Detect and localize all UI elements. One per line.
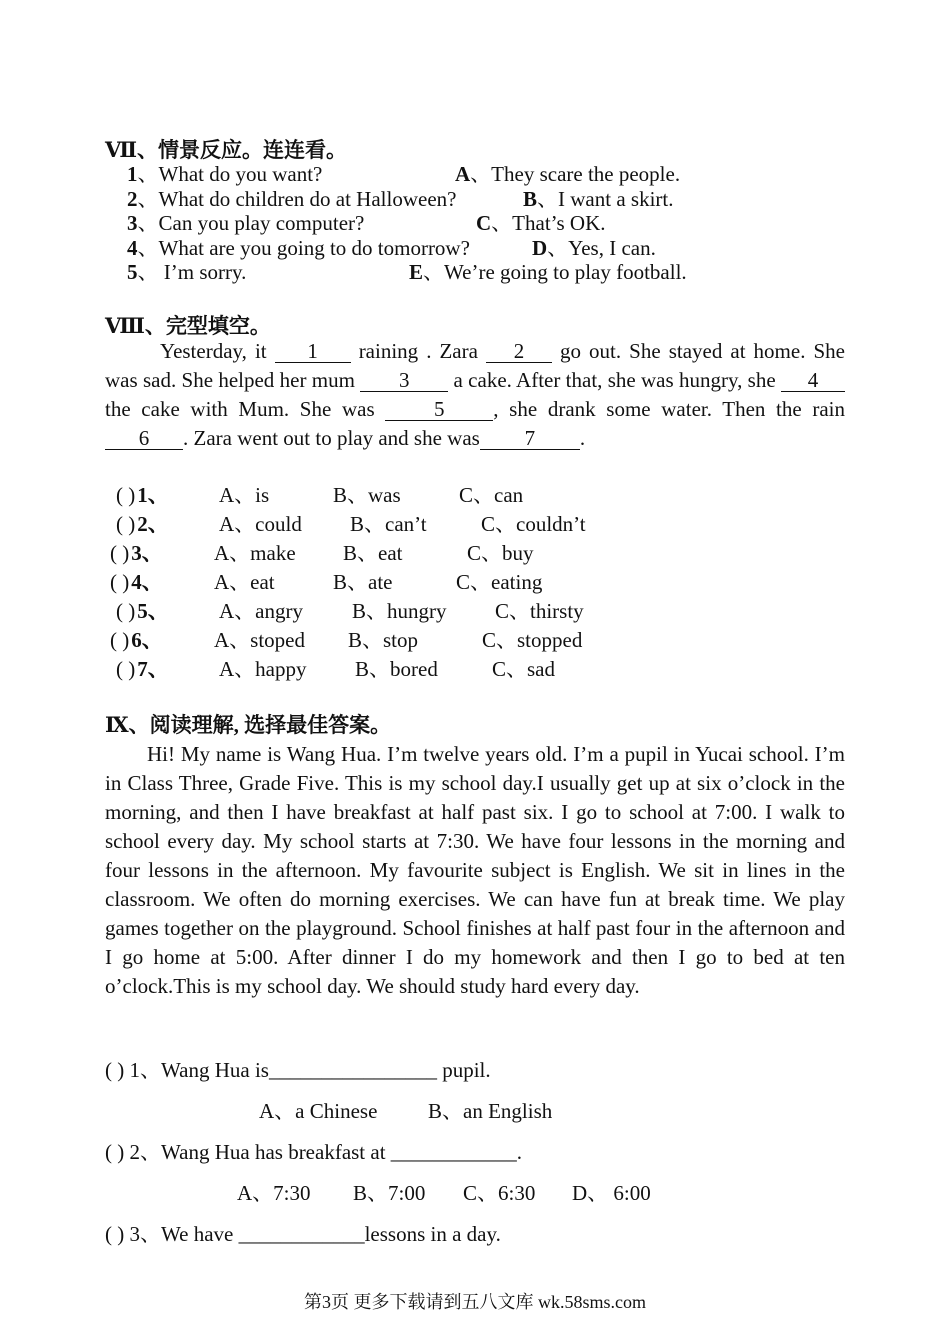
reading-passage: Hi! My name is Wang Hua. I’m twelve years old. I’m a pupil in Yucai school. I’m in Class Three, Grade Five. This is my school day.I usually get up at six o’clock in the morning, and then I have breakfast at half past six. I go to school at 7:00. I walk to school every day. My school starts at 7:30. We have four lessons in the morning and four lessons in the afternoon. My favourite subject is English. We sit in lines in the classroom. We often do morning exercises. We can have fun at break time. We play games together on the playground. School finishes at half past four in the afternoon and I go home at 5:00. After dinner I do my homework and then I go to bed at ten o’clock.This is my school day. We should study hard every day. <box>105 742 845 998</box>
reading-question-1: ( ) 1、Wang Hua is________________ pupil. <box>105 1058 491 1082</box>
cloze-option-row-4: ( )4、 <box>110 570 163 594</box>
cloze-option-row-1: ( )1、 <box>116 483 169 507</box>
option-b: B、bored <box>355 657 438 681</box>
option-a: A、make <box>214 541 296 565</box>
answer-bracket[interactable]: ( ) <box>110 628 130 652</box>
answer-bracket[interactable]: ( ) <box>105 1222 130 1246</box>
reading-q1-option-a: A、a Chinese <box>259 1099 378 1123</box>
option-b: B、hungry <box>352 599 447 623</box>
page-footer: 第3页 更多下载请到五八文库 wk.58sms.com <box>304 1292 646 1312</box>
answer-bracket[interactable]: ( ) <box>105 1058 130 1082</box>
option-a: A、is <box>219 483 270 507</box>
cloze-blank-2[interactable]: 2 <box>486 340 552 363</box>
reading-question-2: ( ) 2、Wang Hua has breakfast at ____________. <box>105 1140 523 1164</box>
answer-bracket[interactable]: ( ) <box>116 599 136 623</box>
cloze-blank-5[interactable]: 5 <box>385 398 493 421</box>
answer-bracket[interactable]: ( ) <box>116 483 136 507</box>
matching-answer-c: C、That’s OK. <box>476 211 606 235</box>
section-7-title: Ⅶ、情景反应。连连看。 <box>105 138 348 162</box>
cloze-blank-3[interactable]: 3 <box>360 369 448 392</box>
cloze-option-row-5: ( )5、 <box>116 599 169 623</box>
reading-q2-option-b: B、7:00 <box>353 1181 426 1205</box>
section-8-title: Ⅷ、完型填空。 <box>105 314 271 338</box>
reading-q1-option-b: B、an English <box>428 1099 553 1123</box>
cloze-blank-6[interactable]: 6 <box>105 427 183 450</box>
option-c: C、sad <box>492 657 555 681</box>
option-c: C、eating <box>456 570 543 594</box>
option-a: A、could <box>219 512 302 536</box>
reading-q2-option-a: A、7:30 <box>237 1181 311 1205</box>
cloze-option-row-6: ( )6、 <box>110 628 163 652</box>
cloze-option-row-2: ( )2、 <box>116 512 169 536</box>
cloze-passage: Yesterday, it 1 raining . Zara 2 go out. She stayed at home. She was sad. She helped her mum 3 a cake. After that, she was hungry, she 4the cake with Mum. She was 5 , she drank some water. Then the rain6 . Zara went out to play and she was 7 . <box>105 339 846 450</box>
option-c: C、can <box>459 483 524 507</box>
option-c: C、buy <box>467 541 534 565</box>
option-b: B、can’t <box>350 512 427 536</box>
matching-question-1: 1、What do you want? <box>127 162 323 186</box>
option-a: A、happy <box>219 657 307 681</box>
answer-bracket[interactable]: ( ) <box>110 570 130 594</box>
cloze-blank-1[interactable]: 1 <box>275 340 351 363</box>
section-9-title: Ⅸ、阅读理解, 选择最佳答案。 <box>105 713 392 737</box>
matching-question-4: 4、What are you going to do tomorrow? <box>127 236 470 260</box>
option-b: B、ate <box>333 570 393 594</box>
option-a: A、angry <box>219 599 303 623</box>
option-b: B、eat <box>343 541 403 565</box>
cloze-blank-4[interactable]: 4 <box>781 369 845 392</box>
option-b: B、stop <box>348 628 419 652</box>
answer-bracket[interactable]: ( ) <box>116 512 136 536</box>
option-b: B、was <box>333 483 401 507</box>
matching-question-2: 2、What do children do at Halloween? <box>127 187 457 211</box>
reading-q2-option-c: C、6:30 <box>463 1181 536 1205</box>
option-c: C、thirsty <box>495 599 584 623</box>
option-c: C、stopped <box>482 628 583 652</box>
matching-answer-e: E、We’re going to play football. <box>409 260 687 284</box>
reading-question-3: ( ) 3、We have ____________lessons in a day. <box>105 1222 501 1246</box>
answer-bracket[interactable]: ( ) <box>105 1140 130 1164</box>
option-c: C、couldn’t <box>481 512 586 536</box>
cloze-option-row-3: ( )3、 <box>110 541 163 565</box>
cloze-option-row-7: ( )7、 <box>116 657 169 681</box>
matching-question-5: 5、 I’m sorry. <box>127 260 247 284</box>
answer-bracket[interactable]: ( ) <box>116 657 136 681</box>
matching-answer-d: D、Yes, I can. <box>532 236 656 260</box>
cloze-blank-7[interactable]: 7 <box>480 427 580 450</box>
matching-answer-a: A、They scare the people. <box>455 162 681 186</box>
option-a: A、eat <box>214 570 275 594</box>
matching-answer-b: B、I want a skirt. <box>523 187 674 211</box>
reading-q2-option-d: D、 6:00 <box>572 1181 651 1205</box>
option-a: A、stoped <box>214 628 305 652</box>
answer-bracket[interactable]: ( ) <box>110 541 130 565</box>
matching-question-3: 3、Can you play computer? <box>127 211 365 235</box>
